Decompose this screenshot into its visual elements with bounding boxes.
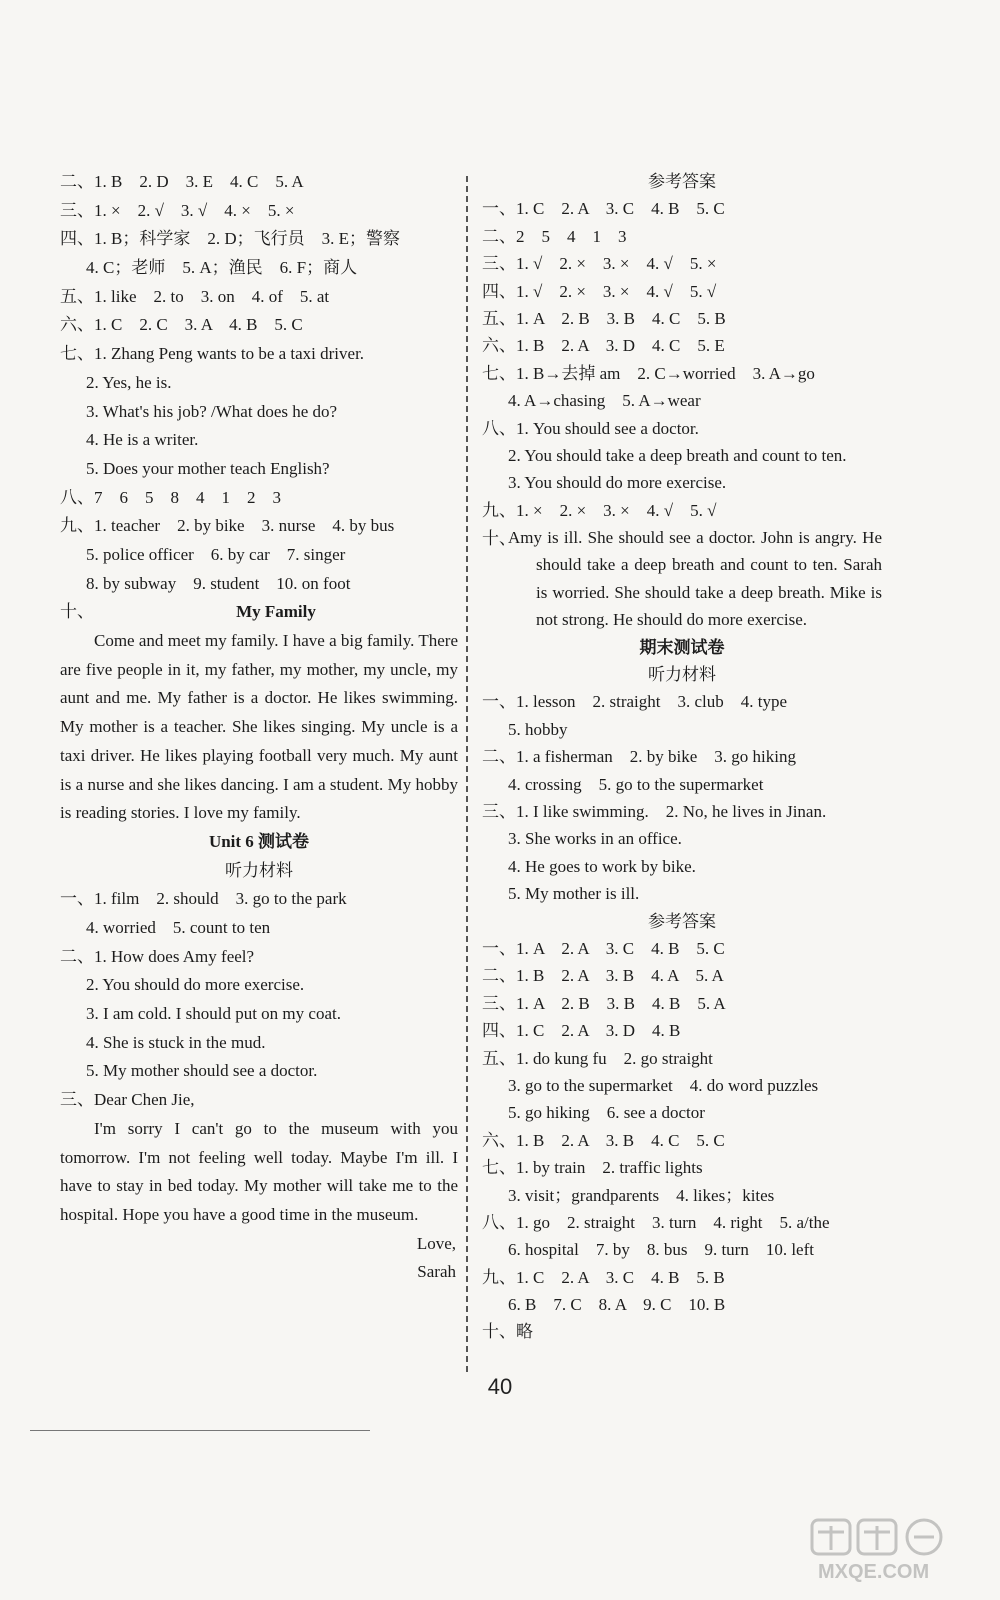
answer-line: 六、1. B 2. A 3. B 4. C 5. C xyxy=(482,1130,725,1150)
answer-line: 3. You should do more exercise. xyxy=(508,473,727,493)
svg-text:MXQE.COM: MXQE.COM xyxy=(818,1561,930,1583)
answer-line: 2. Yes, he is. xyxy=(86,372,172,392)
answer-line: 九、1. × 2. × 3. × 4. √ 5. √ xyxy=(482,500,717,520)
answer-line: 六、1. C 2. C 3. A 4. B 5. C xyxy=(60,315,303,335)
answer-line: 4. worried 5. count to ten xyxy=(86,917,271,937)
answer-line: 五、1. do kung fu 2. go straight xyxy=(482,1048,713,1068)
answer-line: 五、1. A 2. B 3. B 4. C 5. B xyxy=(482,308,726,328)
letter-greeting: Dear Chen Jie, xyxy=(94,1090,195,1110)
answer-line: 8. by subway 9. student 10. on foot xyxy=(86,573,351,593)
section-label: 十、 xyxy=(482,529,516,549)
final-exam-title: 期末测试卷 xyxy=(639,637,725,657)
letter-greeting-row xyxy=(60,1086,458,1115)
answers-title: 参考答案 xyxy=(648,911,716,931)
section-label: 三、 xyxy=(60,1090,94,1110)
letter-closing: Love, xyxy=(416,1233,456,1253)
answer-line: 二、1. a fisherman 2. by bike 3. go hiking xyxy=(482,747,796,767)
answer-line: 六、1. B 2. A 3. D 4. C 5. E xyxy=(482,336,725,356)
answer-line: 一、1. lesson 2. straight 3. club 4. type xyxy=(482,692,788,712)
answer-line: 5. My mother should see a doctor. xyxy=(86,1061,318,1081)
answer-line: 四、1. C 2. A 3. D 4. B xyxy=(482,1021,681,1041)
answer-line: 6. B 7. C 8. A 9. C 10. B xyxy=(508,1295,726,1315)
answer-line: 一、1. C 2. A 3. C 4. B 5. C xyxy=(482,199,725,219)
answer-line: 五、1. like 2. to 3. on 4. of 5. at xyxy=(60,286,330,306)
answer-line: 3. visit；grandparents 4. likes；kites xyxy=(508,1185,775,1205)
listening-title: 听力材料 xyxy=(648,665,716,685)
answer-line: 4. crossing 5. go to the supermarket xyxy=(508,774,764,794)
answer-line: 七、1. Zhang Peng wants to be a taxi driver. xyxy=(60,344,365,364)
answer-line: 5. go hiking 6. see a doctor xyxy=(508,1103,705,1123)
unit6-title: Unit 6 测试卷 xyxy=(208,831,310,851)
answers-title: 参考答案 xyxy=(648,172,716,191)
answer-line: 八、1. go 2. straight 3. turn 4. right 5. a/the xyxy=(482,1212,830,1232)
answer-line: 2. You should do more exercise. xyxy=(86,975,305,995)
answer-line: 2. You should take a deep breath and count to ten. xyxy=(508,445,847,465)
section-label: 十、 xyxy=(60,602,94,622)
answer-line: 3. She works in an office. xyxy=(508,829,682,849)
answer-line: 4. A→chasing 5. A→wear xyxy=(508,391,701,411)
answer-line: 5. police officer 6. by car 7. singer xyxy=(86,544,346,564)
answer-line: 八、7 6 5 8 4 1 2 3 xyxy=(60,487,281,507)
column-divider xyxy=(466,176,468,1372)
answer-line: 一、1. A 2. A 3. C 4. B 5. C xyxy=(482,939,725,958)
essay-title: My Family xyxy=(236,602,316,622)
answer-line: 5. My mother is ill. xyxy=(508,884,640,904)
answer-line: 3. I am cold. I should put on my coat. xyxy=(86,1004,341,1024)
answer-line: 5. Does your mother teach English? xyxy=(86,458,330,478)
answer-line: 三、1. √ 2. × 3. × 4. √ 5. × xyxy=(482,254,717,274)
answer-line: 5. hobby xyxy=(508,719,568,739)
answer-line: 九、1. teacher 2. by bike 3. nurse 4. by bus xyxy=(60,516,395,536)
answer-line: 二、1. B 2. A 3. B 4. A 5. A xyxy=(482,966,724,986)
answer-line: 3. go to the supermarket 4. do word puzzles xyxy=(508,1075,819,1095)
answer-line: 二、1. B 2. D 3. E 4. C 5. A xyxy=(60,172,304,191)
essay-text: Come and meet my family. I have a big family. There are five people in it, my father, my mother, my uncle, my aunt and me. My father is a doctor. He likes swimming. My mother is a teacher. She likes singing. My uncle is a taxi driver. He likes playing football very much. My aunt is a nurse and she likes dancing. I am a student. My hobby is reading stories. I love my family. xyxy=(60,631,458,823)
answer-line: 4. He is a writer. xyxy=(86,430,199,450)
essay-heading-row xyxy=(60,598,458,627)
answer-line: 4. C；老师 5. A；渔民 6. F；商人 xyxy=(86,258,358,278)
section-ten-row xyxy=(482,524,882,634)
answer-line: 四、1. √ 2. × 3. × 4. √ 5. √ xyxy=(482,281,717,301)
answer-line: 6. hospital 7. by 8. bus 9. turn 10. left xyxy=(508,1240,814,1260)
right-column xyxy=(482,168,882,1346)
answer-line: 三、1. × 2. √ 3. √ 4. × 5. × xyxy=(60,200,295,220)
page-number: 40 xyxy=(487,1374,513,1399)
answer-line: 三、1. A 2. B 3. B 4. B 5. A xyxy=(482,993,726,1013)
answer-line: 4. He goes to work by bike. xyxy=(508,856,696,876)
letter-body: I'm sorry I can't go to the museum with you tomorrow. I'm not feeling well today. Maybe I'm ill. I have to stay in bed today. My mother will take me to the hospital. Hope you have a good time in the museum. xyxy=(60,1118,458,1224)
answer-line: 一、1. film 2. should 3. go to the park xyxy=(60,889,347,909)
answer-line: 4. She is stuck in the mud. xyxy=(86,1032,266,1052)
watermark-logo xyxy=(810,1516,980,1586)
answer-line: 九、1. C 2. A 3. C 4. B 5. B xyxy=(482,1267,725,1287)
answer-line: 十、略 xyxy=(482,1322,533,1342)
section-ten-text: Amy is ill. She should see a doctor. John is angry. He should take a deep breath and count to ten. Sarah is worried. She should take a deep breath. Mike is not strong. He should do more exercise. xyxy=(508,528,882,630)
answer-line: 三、1. I like swimming. 2. No, he lives in Jinan. xyxy=(482,802,827,822)
answer-line: 二、1. How does Amy feel? xyxy=(60,946,255,966)
answer-line: 七、1. by train 2. traffic lights xyxy=(482,1158,703,1178)
listening-title: 听力材料 xyxy=(225,860,293,880)
answer-line: 四、1. B；科学家 2. D；飞行员 3. E；警察 xyxy=(60,229,400,249)
answer-line: 七、1. B→去掉 am 2. C→worried 3. A→go xyxy=(482,363,815,383)
left-column xyxy=(60,168,458,1287)
answer-line: 3. What's his job? /What does he do? xyxy=(86,401,338,421)
bottom-rule xyxy=(30,1430,370,1431)
letter-signature: Sarah xyxy=(417,1262,456,1282)
answer-line: 二、2 5 4 1 3 xyxy=(482,226,627,246)
answer-line: 八、1. You should see a doctor. xyxy=(482,418,699,438)
